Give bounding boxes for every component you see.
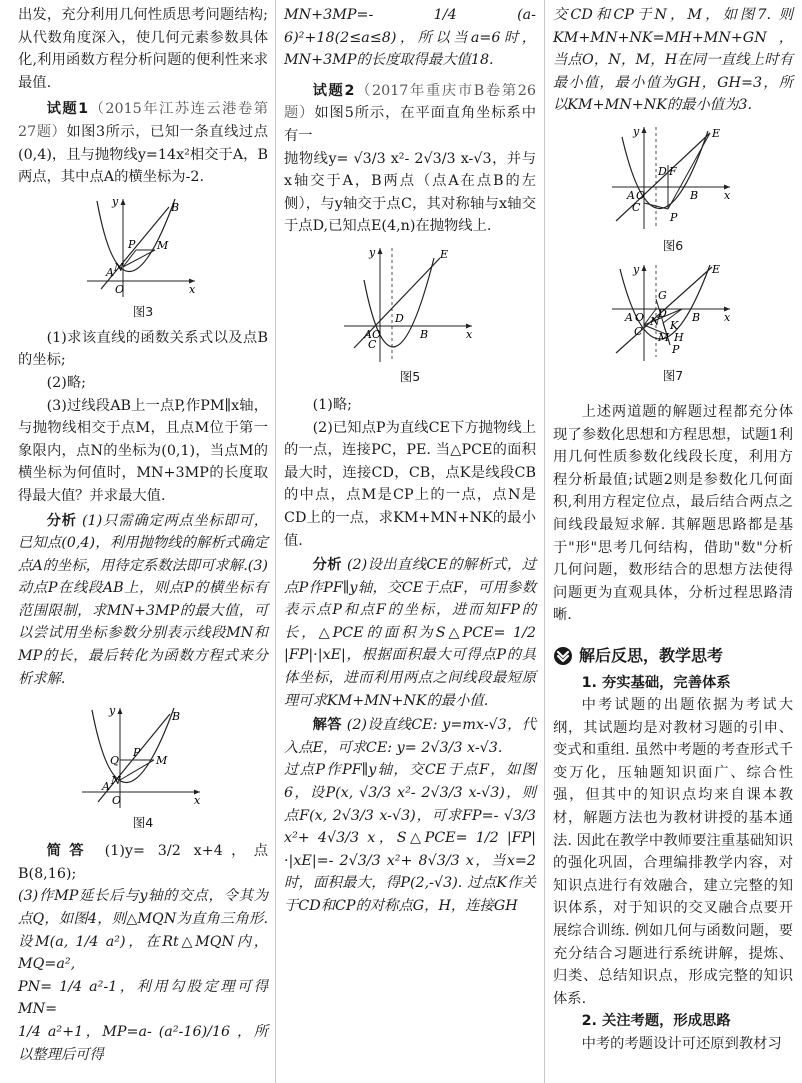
problem-1-source: （2015年江苏连云港卷第27题） <box>18 101 268 140</box>
question-3: (3)过线段AB上一点P,作PM∥x轴，与抛物线相交于点M，且点M位于第一象限内，点N的坐标为(0,1)，当点M的横坐标为何值时，MN+3MP的长度取得最大值？并求最大值. <box>18 397 268 504</box>
fig5-label-x: x <box>466 327 473 341</box>
fig3-label-m: M <box>157 238 169 252</box>
answer-1-conclusion: MN+3MP=- 1/4 (a-6)²+18(2≤a≤8)，所以当a=6时，MN+3MP的长度取得最大值18. <box>284 7 536 69</box>
analysis-1-label: 分析 <box>46 512 77 529</box>
fig7-label-e: E <box>712 262 721 276</box>
fig4-label-n: N <box>111 774 121 788</box>
fig5-label-b: B <box>420 327 429 341</box>
analysis-2-label: 分析 <box>312 557 342 574</box>
fig3-label-y: y <box>112 194 119 208</box>
fig6-label-y: y <box>633 124 640 138</box>
question-1: (1)求该直线的函数关系式以及点B的坐标; <box>18 329 268 369</box>
fig6-label-p: P <box>670 210 678 224</box>
fig5-label-y: y <box>369 245 376 259</box>
fig6-label-f: F <box>669 164 677 178</box>
column-separator-2 <box>544 0 545 1083</box>
fig7-label-b: B <box>692 310 701 324</box>
figure-6-caption: 图6 <box>662 237 684 253</box>
fig4-label-a: A <box>102 780 110 794</box>
problem-2-text-b: 抛物线y= √3/3 x²- 2√3/3 x-√3，并与x轴交于A，B两点（点A在点B的左侧），与y轴交于点C，其对称轴与x轴交于点D,已知点E(4,n)在抛物线上. <box>284 150 536 235</box>
subsection-2-title: 2. 关注考题，形成思路 <box>581 1013 731 1030</box>
intro-paragraph: 出发，充分利用几何性质思考问题结构;从代数角度深入，使几何元素参数具体化,利用函数方程分析问题的便利性来求最值. <box>18 7 268 91</box>
fig7-label-d: D <box>658 306 667 320</box>
question-2-2: (2)已知点P为直线CE下方抛物线上的一点，连接PC，PE. 当△PCE的面积最大时，连接CD，CB，点K是线段CB的中点，点M是CP上的一点，点N是CD上的一点，求KM+MN+NK的最小值. <box>284 419 536 549</box>
answer-1 <box>18 840 268 885</box>
fig7-label-p: P <box>672 342 680 356</box>
fig6-label-c: C <box>632 200 641 214</box>
fig6-label-x: x <box>724 188 731 202</box>
section-heading <box>553 645 793 668</box>
figure-7-graph <box>608 261 738 365</box>
answer-1-label: 简答 <box>46 843 92 860</box>
question-2-1: (1)略; <box>312 396 352 413</box>
column-1 <box>18 4 268 1066</box>
solution-2-part-a: (2)设直线CE: y=mx-√3，代入点E，可求CE: y= 2√3/3 x-√3. <box>284 717 537 756</box>
fig7-label-x: x <box>724 310 731 324</box>
fig6-label-b: B <box>690 188 699 202</box>
subsection-1-text: 中考试题的出题依据为考试大纲，其试题均是对教材习题的引申、变式和重组. 虽然中考题的考查形式千变万化，压轴题知识面广、综合性强，但其中的知识点均来自课本教材，解题方法也为教材讲授的基本通法. 因此在教学中教师要注重基础知识的强化巩固，合理编排教学内容，对知识点进行有效融合，建立完整的知识体系，对于知识的交叉融合点要开展综合训练. 例如几何与函数问题，要充分结合习题进行系统讲解，提炼、归类、总结知识点，形成完整的知识体系. <box>553 697 793 1007</box>
fig7-label-n: N <box>650 314 660 328</box>
solution-2-conclusion: 交CD和CP于N，M，如图7. 则KM+MN+NK=MH+MN+GN，当点O，N，M，H在同一直线上时有最小值，最小值为GH，GH=3，所以KM+MN+NK的最小值为3. <box>553 7 793 114</box>
solution-2-part-b: 过点P作PF∥y轴，交CE于点F，如图6，设P(x, √3/3 x²- 2√3/3 x-√3)，则点F(x, 2√3/3 x-√3)，可求FP=- √3/3 x²+ 4√3/3 x，S△PCE= 1/2 |FP|·|xE|=- 2√3/3 x²+ 8√3/3 x，当x=2时，面积最大，得P(2,-√3). 过点K作关于CD和CP的对称点G，H，连接GH <box>284 762 536 914</box>
section-arrow-icon <box>553 646 573 666</box>
fig4-label-y: y <box>109 704 116 718</box>
fig4-label-q: Q <box>110 754 120 768</box>
fig5-label-o: O <box>372 327 382 341</box>
problem-1-label: 试题1 <box>46 101 89 118</box>
fig4-label-b: B <box>172 710 181 724</box>
column-separator-1 <box>275 0 276 1083</box>
figure-3-caption: 图3 <box>132 303 154 319</box>
fig3-label-n: N <box>114 260 124 274</box>
question-2: (2)略; <box>46 374 86 391</box>
subsection-1-title: 1. 夯实基础，完善体系 <box>581 674 731 691</box>
fig7-label-g: G <box>658 288 667 302</box>
figure-4-caption: 图4 <box>132 815 154 831</box>
subsection-2-text: 中考的考题设计可还原到教材习 <box>581 1036 782 1052</box>
figure-3-graph <box>83 193 203 301</box>
fig6-label-e: E <box>712 126 721 140</box>
figure-7-caption: 图7 <box>662 367 684 383</box>
figure-5 <box>284 244 536 366</box>
problem-2-source: （2017年重庆市B卷第26题） <box>284 82 536 122</box>
solution-2-label: 解答 <box>312 717 342 734</box>
fig7-label-k: K <box>670 318 679 332</box>
fig3-label-p: P <box>128 237 136 251</box>
fig7-label-y: y <box>633 262 640 276</box>
solution-2 <box>284 714 536 759</box>
figure-4 <box>18 704 268 812</box>
figure-5-caption: 图5 <box>399 368 421 384</box>
fig5-label-e: E <box>440 247 449 261</box>
fig6-label-o: O <box>636 188 646 202</box>
answer-1-part-a: (1)y= 3/2 x+4，点B(8,16); <box>18 843 269 882</box>
answer-1-part-c: PN= 1/4 a²-1，利用勾股定理可得MN= <box>18 978 268 1018</box>
problem-2-text-a: 如图5所示，在平面直角坐标系中有一 <box>284 105 536 144</box>
figure-6-graph <box>608 123 738 235</box>
analysis-2-text: (2)设出直线CE的解析式，过点P作PF∥y轴，交CE于点F，可用参数表示点P和点F的坐标，进而知FP的长，△PCE的面积为S△PCE= 1/2 |FP|·|xE|，根据面积最大可得点P的具体坐标，进而利用两点之间线段最短原理可求KM+MN+NK的最小值. <box>284 557 536 709</box>
fig6-label-d: D <box>658 164 667 178</box>
fig3-label-x: x <box>189 282 196 296</box>
answer-1-part-b: (3)作MP延长后与y轴的交点，令其为点Q，如图4，则△MQN为直角三角形.设M(a, 1/4 a²)，在Rt△MQN内，MQ=a², <box>18 888 268 973</box>
fig5-label-d: D <box>395 311 404 325</box>
column-3 <box>553 4 793 1056</box>
fig7-label-m: M <box>658 330 670 344</box>
fig7-label-h: H <box>674 330 684 344</box>
analysis-2 <box>284 554 536 712</box>
answer-1-part-d: 1/4 a²+1，MP=a- (a²-16)/16 ，所以整理后可得 <box>18 1024 268 1063</box>
fig5-label-c: C <box>368 337 377 351</box>
fig5-label-a: A <box>364 327 372 341</box>
figure-7 <box>553 261 793 365</box>
figure-5-graph <box>340 244 480 366</box>
fig7-label-a: A <box>625 310 633 324</box>
fig4-label-o: O <box>112 794 122 808</box>
fig3-label-a: A <box>106 265 114 279</box>
column-2 <box>284 4 536 918</box>
fig4-label-m: M <box>156 754 168 768</box>
problem-2-label: 试题2 <box>312 82 355 99</box>
problem-1-text: 如图3所示，已知一条直线过点(0,4)，且与抛物线y=14x²相交于A，B两点，其中点A的横坐标为-2. <box>18 123 268 186</box>
figure-6 <box>553 123 793 235</box>
section-title: 解后反思，教学思考 <box>579 645 724 665</box>
fig7-label-c: C <box>634 324 643 338</box>
analysis-1 <box>18 510 268 691</box>
fig3-label-b: B <box>171 200 180 214</box>
problem-2-statement <box>284 80 536 148</box>
fig6-label-a: A <box>627 188 635 202</box>
fig4-label-p: P <box>133 746 141 760</box>
fig4-label-x: x <box>194 794 201 808</box>
figure-4-graph <box>78 704 208 812</box>
summary-paragraph: 上述两道题的解题过程都充分体现了参数化思想和方程思想，试题1利用几何性质参数化线段长度，利用方程分析最值;试题2则是参数化几何面积,利用方程定位点，最后结合两点之间线段最短求解. 其解题思路都是基于"形"思考几何结构，借助"数"分析几何问题，数形结合的思想方法使得问题更为直观具体，分析过程思路清晰. <box>553 403 793 624</box>
figure-3 <box>18 193 268 301</box>
analysis-1-text: (1)只需确定两点坐标即可，已知点(0,4)，利用抛物线的解析式确定点A的坐标，用待定系数法即可求解.(3)动点P在线段AB上，则点P的横坐标有范围限制，求MN+3MP的最大值，可以尝试用坐标参数分别表示线段MN和MP的长，最后转化为函数方程式来分析求解. <box>18 512 268 687</box>
fig7-label-o: O <box>635 310 645 324</box>
problem-1-statement <box>18 98 268 188</box>
fig3-label-o: O <box>115 282 125 296</box>
